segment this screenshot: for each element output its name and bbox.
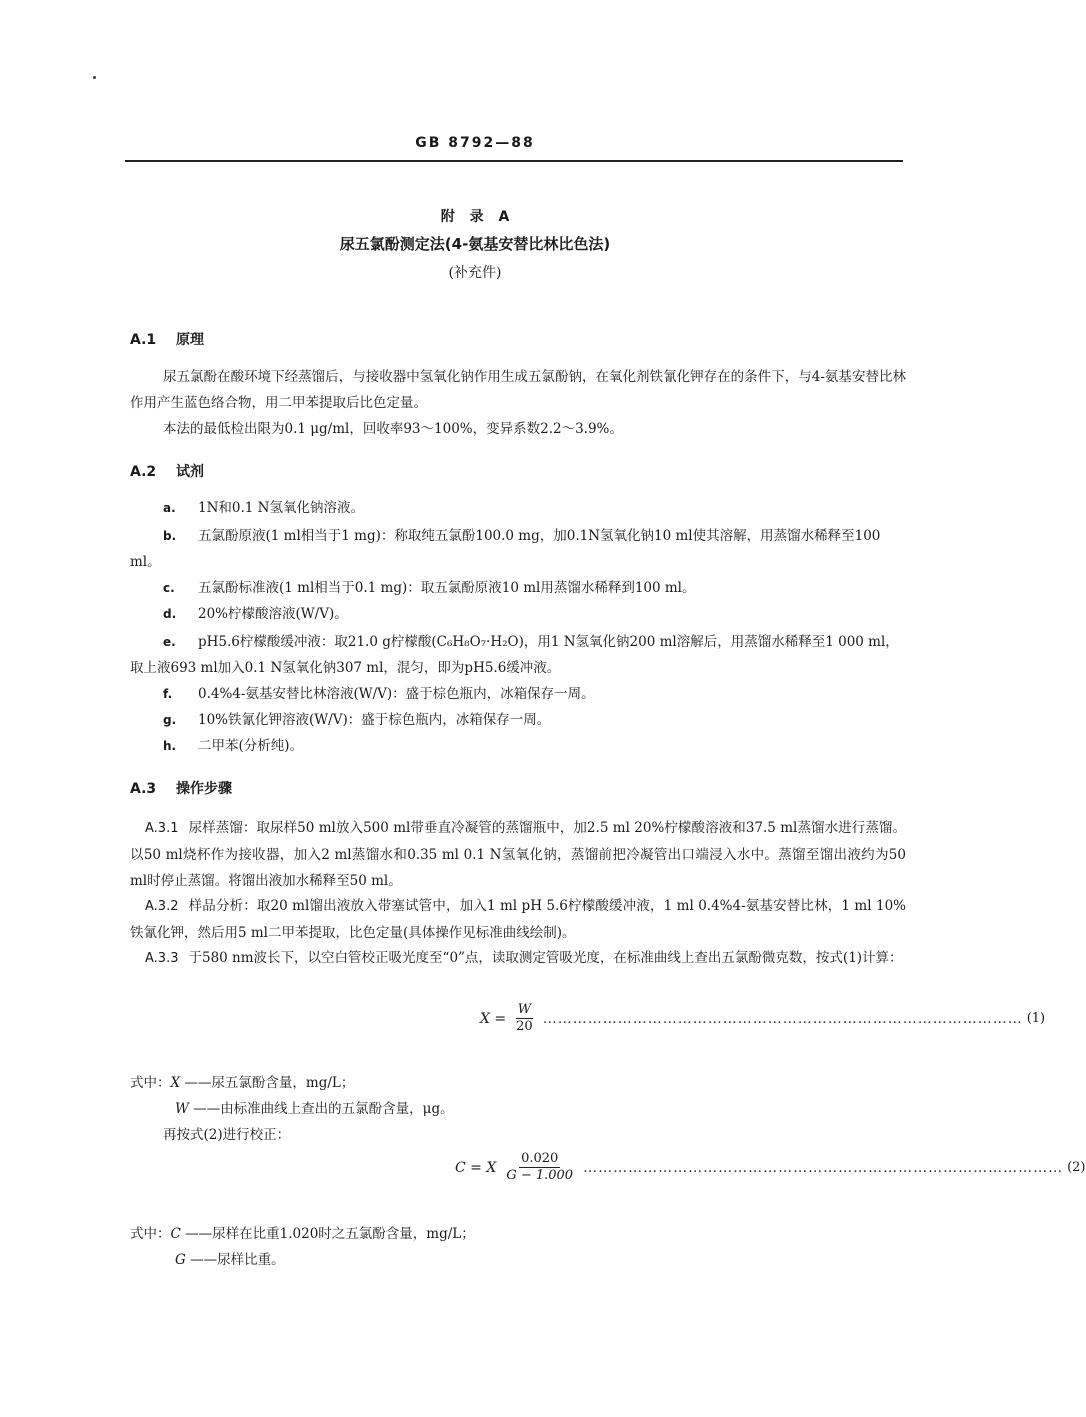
item-text: 五氯酚标准液(1 ml相当于0.1 mg)：取五氯酚原液10 ml用蒸馏水稀释到100 ml。 — [198, 580, 696, 596]
formula-1 — [480, 1002, 1046, 1035]
detection-limit-paragraph: 本法的最低检出限为0.1 μg/ml，回收率93～100%，变异系数2.2～3.9%。 — [163, 421, 623, 437]
definition-text: ——尿五氯酚含量，mg/L； — [184, 1075, 355, 1091]
recalculation-text: 再按式(2)进行校正： — [163, 1127, 291, 1143]
item-text: 五氯酚原液(1 ml相当于1 mg)：称取纯五氯酚100.0 mg，加0.1N氢氧化钠10 ml使其溶解，用蒸馏水稀释至100 ml。 — [130, 528, 881, 570]
fraction-numerator: 0.020 — [521, 1151, 559, 1166]
section-number: A.3 — [130, 781, 157, 797]
step-text: 于580 nm波长下，以空白管校正吸光度至“0”点，读取测定管吸光度，在标准曲线上查出五氯酚微克数，按式(1)计算： — [188, 950, 903, 966]
formula-2 — [455, 1151, 1086, 1184]
item-text: 1N和0.1 N氢氧化钠溶液。 — [198, 500, 364, 516]
reagent-item — [130, 575, 906, 601]
principle-paragraph: 尿五氯酚在酸环境下经蒸馏后，与接收器中氢氧化钠作用生成五氯酚钠，在氧化剂铁氰化钾存在的条件下，与4-氨基安替比林作用产生蓝色络合物，用二甲苯提取后比色定量。 — [130, 369, 906, 411]
item-text: 20%柠檬酸溶液(W/V)。 — [198, 606, 348, 622]
symbol: X — [170, 1075, 181, 1091]
reagent-item — [130, 707, 906, 733]
step-label: A.3.1 — [145, 821, 179, 836]
procedure-step — [130, 945, 906, 972]
definitions-intro: 式中： — [130, 1226, 171, 1242]
item-label: e. — [163, 635, 176, 649]
definition-row — [130, 1221, 475, 1247]
formula-lhs: X = — [480, 1010, 507, 1027]
definition-row — [130, 1096, 454, 1122]
item-label: h. — [163, 739, 177, 753]
formula-lhs: C = X — [455, 1159, 497, 1176]
symbol: W — [175, 1101, 189, 1117]
fraction — [514, 1002, 535, 1035]
symbol: C — [170, 1226, 181, 1242]
equation-number: (2) — [1067, 1160, 1086, 1175]
section-heading-a1 — [130, 329, 204, 349]
leader-dots: …………………………………………………………………………………… — [542, 1010, 1023, 1027]
appendix-subtitle: (补充件) — [448, 265, 502, 281]
definition-text: ——由标准曲线上查出的五氯酚含量，μg。 — [193, 1101, 454, 1117]
item-text: 0.4%4-氨基安替比林溶液(W/V)：盛于棕色瓶内，冰箱保存一周。 — [198, 686, 595, 702]
definition-row — [130, 1070, 454, 1096]
leader-dots: …………………………………………………………………………………… — [583, 1159, 1064, 1176]
section-number: A.1 — [130, 332, 157, 348]
fraction-denominator: 20 — [516, 1019, 533, 1034]
standard-code: GB 8792—88 — [415, 135, 535, 151]
reagent-item — [130, 629, 906, 681]
item-label: f. — [163, 687, 173, 701]
definition-text: ——尿样比重。 — [190, 1252, 285, 1268]
item-label: b. — [163, 529, 177, 543]
formula-1-definitions — [130, 1070, 454, 1148]
item-label: a. — [163, 501, 176, 515]
formula-2-definitions — [130, 1221, 475, 1273]
reagent-item — [130, 495, 906, 521]
scan-speck — [93, 76, 96, 79]
reagent-item — [130, 523, 906, 575]
fraction — [504, 1151, 575, 1184]
item-label: d. — [163, 607, 177, 621]
section-title: 原理 — [176, 332, 204, 348]
step-text: 样品分析：取20 ml馏出液放入带塞试管中，加入1 ml pH 5.6柠檬酸缓冲液，1 ml 0.4%4-氨基安替比林，1 ml 10%铁氰化钾，然后用5 ml二甲苯提取，比色定量(具体操作见标准曲线绘制)。 — [130, 898, 906, 941]
appendix-label: 附 录 A — [440, 209, 510, 225]
procedure-step — [130, 893, 906, 946]
procedure-step — [130, 815, 906, 894]
symbol: G — [175, 1252, 186, 1268]
step-label: A.3.3 — [145, 951, 179, 966]
appendix-title: 尿五氯酚测定法(4-氨基安替比林比色法) — [339, 235, 611, 253]
fraction-denominator: G − 1.000 — [506, 1168, 574, 1183]
header-rule — [125, 160, 903, 162]
item-text: 10%铁氰化钾溶液(W/V)：盛于棕色瓶内，冰箱保存一周。 — [198, 712, 551, 728]
item-text: 二甲苯(分析纯)。 — [198, 738, 304, 754]
item-label: g. — [163, 713, 177, 727]
step-text: 尿样蒸馏：取尿样50 ml放入500 ml带垂直冷凝管的蒸馏瓶中，加2.5 ml 20%柠檬酸溶液和37.5 ml蒸馏水进行蒸馏。以50 ml烧杯作为接收器，加入2 ml蒸馏水和0.35 ml 0.1 N氢氧化钠，蒸馏前把冷凝管出口端浸入水中。蒸馏至馏出液约为50 ml时停止蒸馏。将馏出液加水稀释至50 ml。 — [130, 820, 906, 889]
definition-text: ——尿样在比重1.020时之五氯酚含量，mg/L； — [185, 1226, 475, 1242]
step-label: A.3.2 — [145, 899, 179, 914]
section-title: 操作步骤 — [176, 781, 232, 797]
section-title: 试剂 — [176, 464, 204, 480]
reagent-item — [130, 601, 906, 627]
section-heading-a3 — [130, 778, 232, 798]
reagent-item — [130, 681, 906, 707]
definitions-intro: 式中： — [130, 1075, 171, 1091]
section-heading-a2 — [130, 461, 204, 481]
definition-row — [130, 1247, 475, 1273]
item-text: pH5.6柠檬酸缓冲液：取21.0 g柠檬酸(C₆H₈O₇·H₂O)，用1 N氢氧化钠200 ml溶解后，用蒸馏水稀释至1 000 ml，取上液693 ml加入0.1 N氢氧化钠307 ml，混匀，即为pH5.6缓冲液。 — [130, 634, 899, 676]
item-label: c. — [163, 581, 175, 595]
fraction-numerator: W — [517, 1002, 532, 1017]
section-number: A.2 — [130, 464, 157, 480]
reagent-item — [130, 733, 906, 759]
equation-number: (1) — [1026, 1011, 1046, 1026]
